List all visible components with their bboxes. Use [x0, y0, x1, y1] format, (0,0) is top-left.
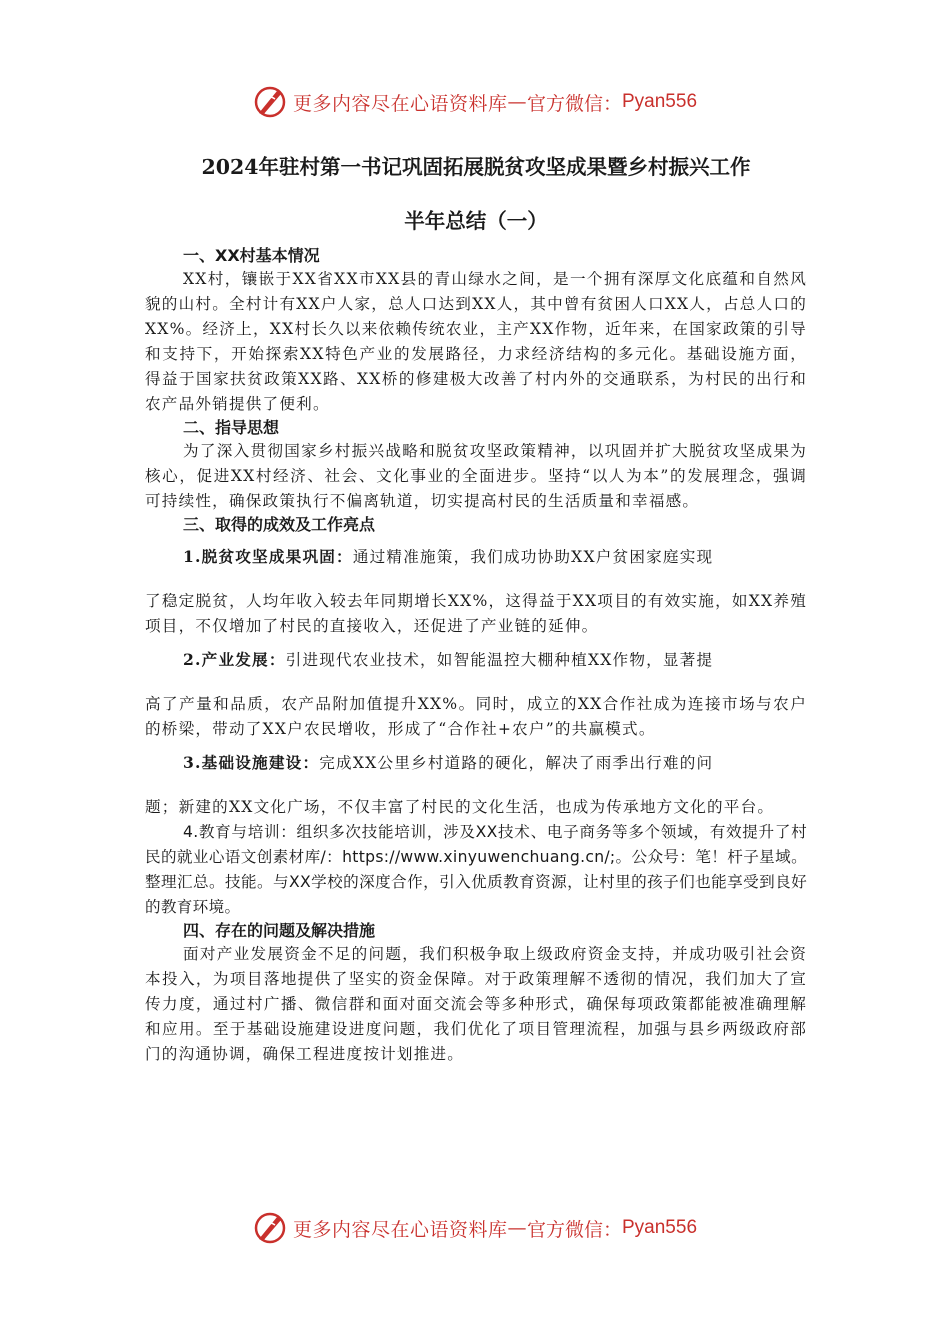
item-2-label: 2.产业发展： — [183, 650, 286, 669]
item-3-label: 3.基础设施建设： — [183, 753, 320, 772]
banner-wechat-id: Pyan556 — [622, 1217, 698, 1238]
item-1-rest: 了稳定脱贫，人均年收入较去年同期增长XX%，这得益于XX项目的有效实施，如XX养殖项目，不仅增加了村民的直接收入，还促进了产业链的延伸。 — [145, 592, 807, 635]
achievement-item-4: 4.教育与培训：组织多次技能培训，涉及XX技术、电子商务等多个领域，有效提升了村民的就业心语文创素材库/：https://www.xinyuwenchuang.cn/;。公众号：笔！杆子星域。整理汇总。技能。与XX学校的深度合作，引入优质教育资源，让村里的孩子们也能享受到良好的教育环境。 — [145, 823, 807, 916]
banner-wechat-label: 官方微信： — [526, 1218, 622, 1241]
item-1-label: 1.脱贫攻坚成果巩固： — [183, 547, 353, 566]
item-1-first-line: 通过精准施策，我们成功协助XX户贫困家庭实现 — [352, 548, 714, 566]
section-4-paragraph: 面对产业发展资金不足的问题，我们积极争取上级政府资金支持，并成功吸引社会资本投入，为项目落地提供了坚实的资金保障。对于政策理解不透彻的情况，我们加大了宣传力度，通过村广播、微信群和面对面交流会等多种形式，确保每项政策都能被准确理解和应用。至于基础设施建设进度问题，我们优化了项目管理流程，加强与县乡两级政府部门的沟通协调，确保工程进度按计划推进。 — [145, 945, 807, 1063]
banner-dash: — — [507, 91, 527, 113]
achievement-item-3 — [145, 750, 807, 820]
pen-logo-icon — [253, 85, 287, 119]
item-3-first-line: 完成XX公里乡村道路的硬化，解决了雨季出行难的问 — [319, 754, 714, 772]
doc-title-line2: 半年总结（一） — [404, 209, 548, 233]
section-2-heading: 二、指导思想 — [183, 418, 280, 437]
banner-text: 更多内容尽在心语资料库 — [292, 92, 508, 115]
banner-text: 更多内容尽在心语资料库 — [292, 1218, 508, 1241]
banner-dash: — — [507, 1217, 527, 1239]
banner-wechat-id: Pyan556 — [622, 91, 698, 112]
header-banner — [0, 82, 950, 122]
section-1-heading: 一、XX村基本情况 — [183, 246, 320, 265]
achievement-item-1 — [145, 544, 807, 639]
doc-title-line1: 2024年驻村第一书记巩固拓展脱贫攻坚成果暨乡村振兴工作 — [201, 155, 751, 179]
pen-logo-icon — [253, 1211, 287, 1245]
section-1-paragraph: XX村，镶嵌于XX省XX市XX县的青山绿水之间，是一个拥有深厚文化底蕴和自然风貌的山村。全村计有XX户人家，总人口达到XX人，其中曾有贫困人口XX人，占总人口的XX%。经济上，XX村长久以来依赖传统农业，主产XX作物，近年来，在国家政策的引导和支持下，开始探索XX特色产业的发展路径，力求经济结构的多元化。基础设施方面，得益于国家扶贫政策XX路、XX桥的修建极大改善了村内外的交通联系，为村民的出行和农产品外销提供了便利。 — [145, 270, 807, 413]
item-2-rest: 高了产量和品质，农产品附加值提升XX%。同时，成立的XX合作社成为连接市场与农户的桥梁，带动了XX户农民增收，形成了“合作社+农户”的共赢模式。 — [145, 695, 807, 738]
section-2-paragraph: 为了深入贯彻国家乡村振兴战略和脱贫攻坚政策精神，以巩固并扩大脱贫攻坚成果为核心，促进XX村经济、社会、文化事业的全面进步。坚持“以人为本”的发展理念，强调可持续性，确保政策执行不偏离轨道，切实提高村民的生活质量和幸福感。 — [145, 442, 807, 510]
footer-banner — [0, 1208, 950, 1248]
item-2-first-line: 引进现代农业技术，如智能温控大棚种植XX作物，显著提 — [285, 651, 714, 669]
section-4-heading: 四、存在的问题及解决措施 — [183, 921, 376, 940]
item-3-rest: 题；新建的XX文化广场，不仅丰富了村民的文化生活，也成为传承地方文化的平台。 — [145, 798, 775, 816]
section-3-heading: 三、取得的成效及工作亮点 — [183, 515, 376, 534]
banner-wechat-label: 官方微信： — [526, 92, 622, 115]
content — [145, 245, 807, 1067]
achievement-item-2 — [145, 647, 807, 742]
